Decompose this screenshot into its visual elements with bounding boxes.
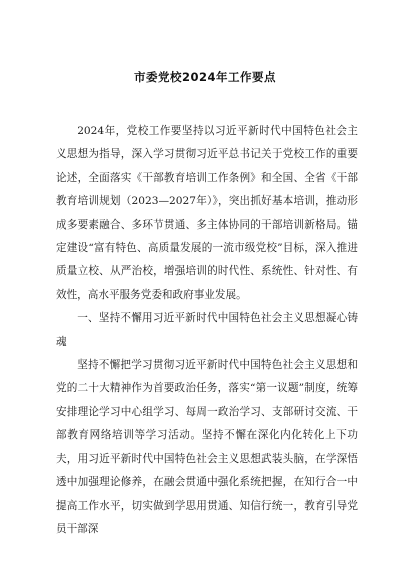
section-1-paragraph: 坚持不懈把学习贯彻习近平新时代中国特色社会主义思想和党的二十大精神作为首要政治任务，落实“第一议题”制度，统筹安排理论学习中心组学习、每周一政治学习、支部研讨交流、干部教育网络培训等学习活动。坚持不懈在深化内化转化上下功夫，用习近平新时代中国特色社会主义思想武装头脑，在学深悟透中加强理论修养，在融会贯通中强化系统把握，在知行合一中提高工作水平，切实做到学思用贯通、知信行统一，教育引导党员干部深 [56, 359, 358, 535]
section-heading-1: 一、坚持不懈用习近平新时代中国特色社会主义思想凝心铸魂 [56, 312, 358, 348]
document-title: 市委党校2024年工作要点 [133, 70, 276, 84]
document-body [56, 120, 358, 541]
intro-paragraph: 2024年，党校工作要坚持以习近平新时代中国特色社会主义思想为指导，深入学习贯彻习近平总书记关于党校工作的重要论述，全面落实《干部教育培训工作条例》和全国、全省《干部教育培训规划（2023—2027年）》，突出抓好基本培训，推动形成多要素融合、多环节贯通、多主体协同的干部培训新格局。锚定建设“富有特色、高质量发展的一流市级党校”目标，深入推进质量立校、从严治校，增强培训的时代性、系统性、针对性、有效性，高水平服务党委和政府事业发展。 [56, 125, 358, 301]
